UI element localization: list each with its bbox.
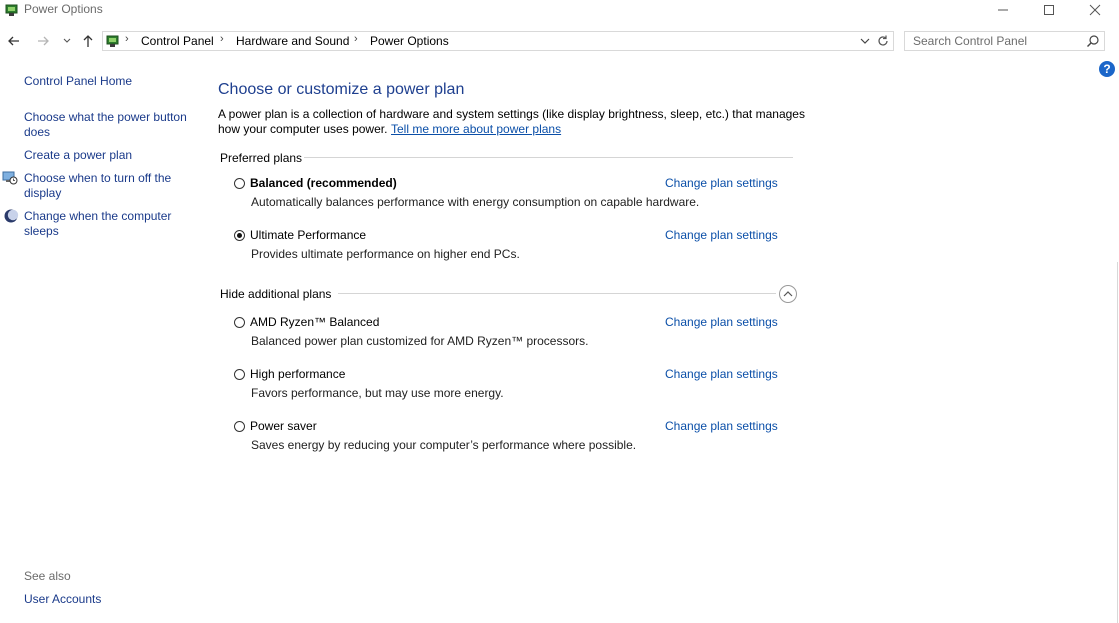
close-icon <box>1089 4 1101 16</box>
sidebar-item-computer-sleeps-line2[interactable]: sleeps <box>24 224 59 238</box>
change-plan-settings-power-saver[interactable]: Change plan settings <box>665 419 778 433</box>
breadcrumb-control-panel[interactable]: Control Panel <box>141 34 214 48</box>
plan-name-high-performance[interactable]: High performance <box>250 367 346 381</box>
help-icon: ? <box>1103 62 1111 76</box>
sidebar-item-power-button[interactable]: Choose what the power button <box>24 110 187 124</box>
power-options-app-icon <box>4 2 20 18</box>
plan-description-amd-ryzen-balanced: Balanced power plan customized for AMD Ryzen™ processors. <box>251 334 589 348</box>
breadcrumb-separator-icon[interactable]: › <box>220 33 224 45</box>
forward-arrow-icon <box>35 33 51 49</box>
window-title: Power Options <box>24 2 103 16</box>
preferred-plans-heading: Preferred plans <box>220 151 303 165</box>
maximize-icon <box>1043 4 1055 16</box>
minimize-button[interactable] <box>980 0 1026 20</box>
window-right-border <box>1117 262 1118 623</box>
sidebar-item-computer-sleeps[interactable]: Change when the computer <box>24 209 172 223</box>
minimize-icon <box>997 4 1009 16</box>
chevron-up-icon <box>778 284 798 304</box>
intro-text-line2: how your computer uses power. <box>218 122 388 136</box>
up-button[interactable] <box>80 33 96 49</box>
recent-locations-button[interactable] <box>62 35 72 47</box>
plan-description-ultimate-performance: Provides ultimate performance on higher end PCs. <box>251 247 520 261</box>
learn-more-link[interactable]: Tell me more about power plans <box>391 122 562 136</box>
change-plan-settings-balanced[interactable]: Change plan settings <box>665 176 778 190</box>
breadcrumb-hardware-and-sound[interactable]: Hardware and Sound <box>236 34 350 48</box>
plan-description-balanced: Automatically balances performance with energy consumption on capable hardware. <box>251 195 700 209</box>
collapse-additional-plans-button[interactable] <box>778 284 798 304</box>
change-plan-settings-high-performance[interactable]: Change plan settings <box>665 367 778 381</box>
breadcrumb-separator-icon[interactable]: › <box>354 33 358 45</box>
plan-radio-high-performance[interactable] <box>234 369 245 380</box>
back-arrow-icon <box>6 33 22 49</box>
plan-radio-amd-ryzen-balanced[interactable] <box>234 317 245 328</box>
control-panel-icon <box>105 33 121 49</box>
plan-name-amd-ryzen-balanced[interactable]: AMD Ryzen™ Balanced <box>250 315 380 329</box>
address-bar[interactable] <box>102 31 894 51</box>
sidebar-item-turn-off-display-line2[interactable]: display <box>24 186 62 200</box>
additional-plans-divider <box>338 293 776 294</box>
plan-radio-balanced[interactable] <box>234 178 245 189</box>
change-plan-settings-amd-ryzen-balanced[interactable]: Change plan settings <box>665 315 778 329</box>
plan-radio-ultimate-performance[interactable] <box>234 230 245 241</box>
chevron-down-icon <box>859 35 871 47</box>
address-dropdown-button[interactable] <box>859 35 871 47</box>
change-plan-settings-ultimate-performance[interactable]: Change plan settings <box>665 228 778 242</box>
see-also-heading: See also <box>24 569 71 583</box>
preferred-plans-divider <box>304 157 793 158</box>
plan-description-high-performance: Favors performance, but may use more energy. <box>251 386 504 400</box>
help-button[interactable] <box>1099 61 1115 77</box>
title-bar <box>0 0 1119 20</box>
forward-button[interactable] <box>35 33 51 49</box>
back-button[interactable] <box>6 33 22 49</box>
plan-radio-power-saver[interactable] <box>234 421 245 432</box>
sidebar-link-user-accounts[interactable]: User Accounts <box>24 592 102 606</box>
breadcrumb-separator-icon[interactable]: › <box>125 33 129 45</box>
refresh-button[interactable] <box>876 34 890 48</box>
sidebar-item-turn-off-display[interactable]: Choose when to turn off the <box>24 171 172 185</box>
search-input[interactable] <box>913 34 1083 48</box>
plan-name-balanced[interactable]: Balanced (recommended) <box>250 176 397 190</box>
chevron-down-icon <box>62 35 72 47</box>
plan-description-power-saver: Saves energy by reducing your computer’s performance where possible. <box>251 438 637 452</box>
sidebar-item-power-button-line2[interactable]: does <box>24 125 51 139</box>
sidebar-control-panel-home[interactable]: Control Panel Home <box>24 74 133 88</box>
plan-name-power-saver[interactable]: Power saver <box>250 419 317 433</box>
sidebar-item-create-plan[interactable]: Create a power plan <box>24 148 133 162</box>
search-box[interactable] <box>904 31 1105 51</box>
page-title: Choose or customize a power plan <box>218 81 465 98</box>
plan-name-ultimate-performance[interactable]: Ultimate Performance <box>250 228 367 242</box>
maximize-button[interactable] <box>1026 0 1072 20</box>
intro-text: A power plan is a collection of hardware and system settings (like display brightness, sleep, etc.) that manages <box>218 107 805 121</box>
search-icon[interactable] <box>1086 34 1100 48</box>
close-button[interactable] <box>1072 0 1118 20</box>
refresh-icon <box>876 34 890 48</box>
moon-icon <box>3 208 19 224</box>
up-arrow-icon <box>80 33 96 49</box>
monitor-clock-icon <box>2 170 18 186</box>
hide-additional-plans-heading[interactable]: Hide additional plans <box>220 287 332 301</box>
breadcrumb-power-options[interactable]: Power Options <box>370 34 449 48</box>
